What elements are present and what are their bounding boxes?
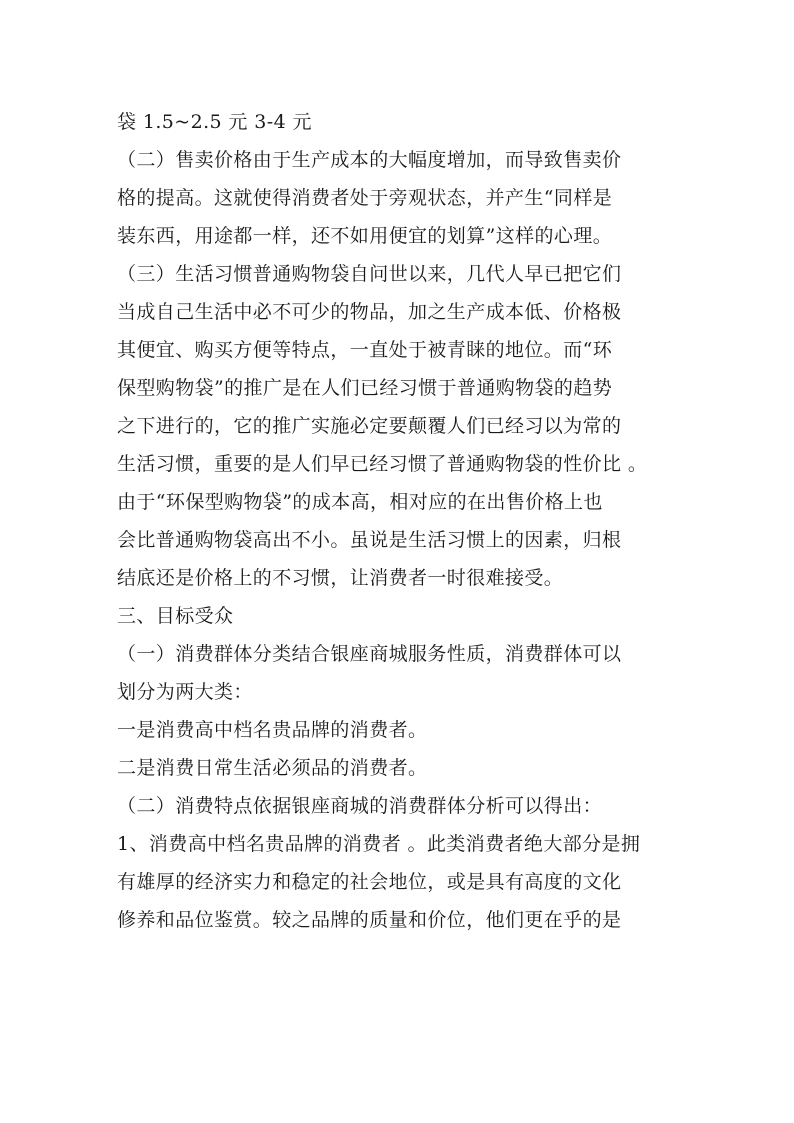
text-line: 格的提高。这就使得消费者处于旁观状态，并产生“同样是 [117, 187, 613, 209]
text-line: （二）消费特点依据银座商城的消费群体分析可以得出： [117, 795, 603, 817]
text-line: 1、消费高中档名贵品牌的消费者 。此类消费者绝大部分是拥 [117, 833, 641, 855]
text-line: 其便宜、购买方便等特点，一直处于被青睐的地位。而“环 [117, 339, 613, 361]
text-line: （一）消费群体分类结合银座商城服务性质，消费群体可以 [117, 643, 622, 665]
text-line: 生活习惯，重要的是人们早已经习惯了普通购物袋的性价比 。 [117, 453, 648, 475]
text-line: 装东西，用途都一样，还不如用便宜的划算”这样的心理。 [117, 225, 613, 247]
text-line: 二是消费日常生活必须品的消费者。 [117, 757, 428, 779]
text-line: （三）生活习惯普通购物袋自问世以来，几代人早已把它们 [117, 263, 622, 285]
text-line: 袋 1.5~2.5 元 3-4 元 [117, 111, 312, 133]
text-line: 之下进行的，它的推广实施必定要颠覆人们已经习以为常的 [117, 415, 622, 437]
text-line: 会比普通购物袋高出不小。虽说是生活习惯上的因素，归根 [117, 529, 622, 551]
document-body [117, 103, 682, 939]
text-line: 一是消费高中档名贵品牌的消费者。 [117, 719, 428, 741]
text-line: 由于“环保型购物袋”的成本高，相对应的在出售价格上也 [117, 491, 603, 513]
text-line: 有雄厚的经济实力和稳定的社会地位，或是具有高度的文化 [117, 871, 622, 893]
text-line: 结底还是价格上的不习惯，让消费者一时很难接受。 [117, 567, 564, 589]
text-line: 修养和品位鉴赏。较之品牌的质量和价位，他们更在乎的是 [117, 909, 622, 931]
text-line: （二）售卖价格由于生产成本的大幅度增加，而导致售卖价 [117, 149, 622, 171]
text-line: 划分为两大类： [117, 681, 253, 703]
text-line: 保型购物袋”的推广是在人们已经习惯于普通购物袋的趋势 [117, 377, 613, 399]
section-heading: 三、目标受众 [117, 605, 234, 627]
text-line: 当成自己生活中必不可少的物品，加之生产成本低、价格极 [117, 301, 622, 323]
